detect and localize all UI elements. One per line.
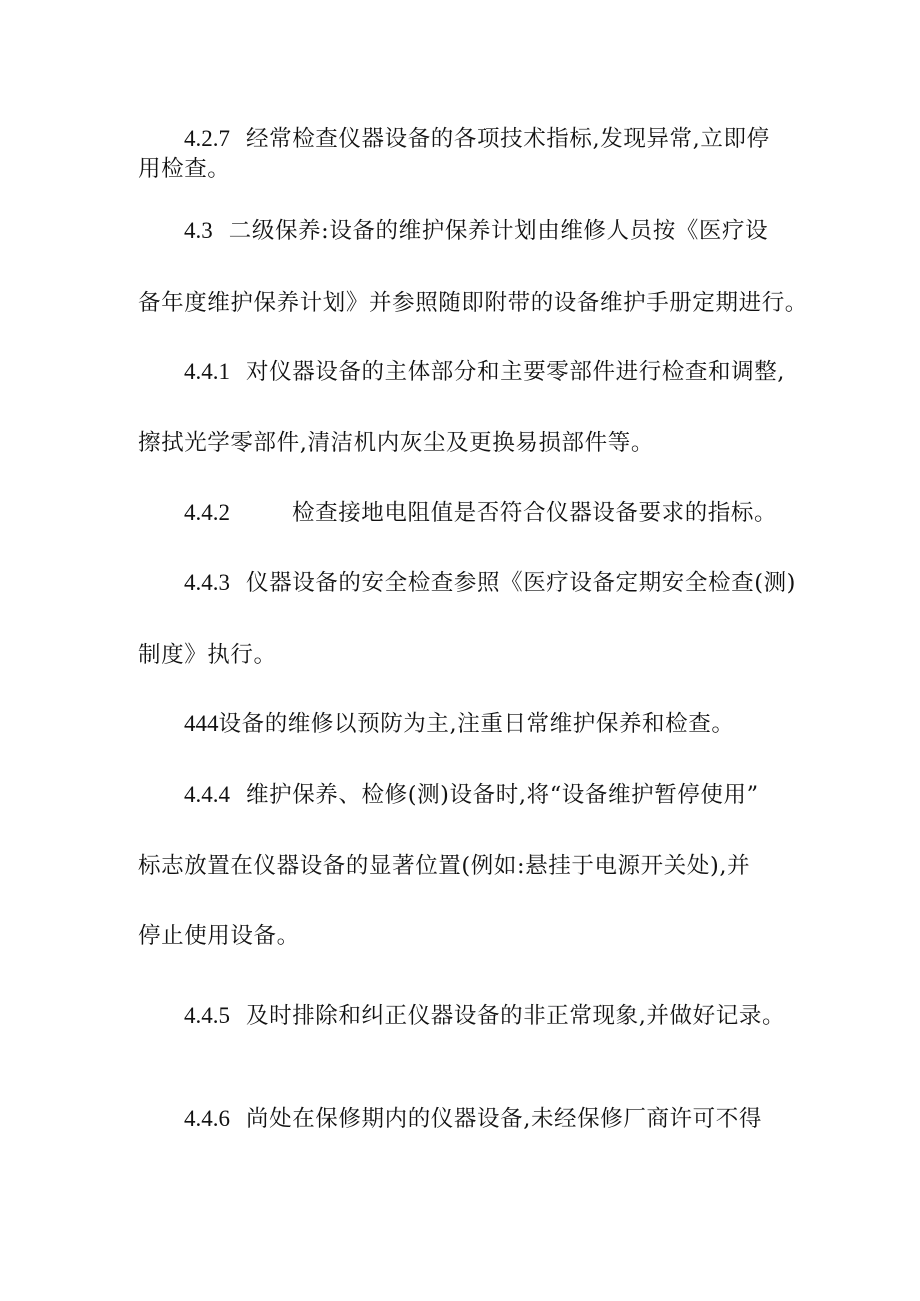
paragraph-4-4-5-line-1: [184, 1001, 834, 1031]
paragraph-text: 用检查。: [138, 156, 231, 182]
paragraph-text: 仪器设备的安全检查参照《医疗设备定期安全检查(测): [246, 570, 797, 596]
section-number: 4.4.5: [184, 1003, 230, 1028]
section-number: 4.4.4: [184, 782, 230, 807]
paragraph-text: 二级保养:设备的维护保养计划由维修人员按《医疗设: [228, 218, 769, 244]
paragraph-text: 维护保养、检修(测)设备时,将“设备维护暂停使用”: [246, 782, 759, 808]
paragraph-4-4-4-line-3: [138, 921, 788, 951]
paragraph-4-4-2-line-1: [184, 498, 834, 528]
paragraph-text: 检查接地电阻值是否符合仪器设备要求的指标。: [292, 500, 778, 526]
section-number: 4.4.3: [184, 570, 230, 595]
paragraph-text: 设备的维修以预防为主,注重日常维护保养和检查。: [218, 711, 735, 737]
paragraph-4-3-line-2: [138, 288, 808, 318]
section-number: 4.2.7: [184, 126, 230, 151]
paragraph-text: 尚处在保修期内的仪器设备,未经保修厂商许可不得: [246, 1106, 762, 1132]
section-number: 4.4.2: [184, 500, 230, 525]
paragraph-4-4-1-line-2: [138, 428, 788, 458]
paragraph-4-4-4-line-2: [138, 851, 788, 881]
paragraph-4-4-3-line-1: [184, 568, 834, 598]
paragraph-4-3-line-1: [184, 216, 834, 246]
paragraph-text: 对仪器设备的主体部分和主要零部件进行检查和调整,: [246, 359, 786, 385]
paragraph-444-line-1: [184, 709, 834, 739]
paragraph-4-2-7-line-1: [184, 124, 834, 154]
paragraph-text: 及时排除和纠正仪器设备的非正常现象,并做好记录。: [246, 1003, 786, 1029]
paragraph-text: 停止使用设备。: [138, 923, 300, 949]
paragraph-text: 经常检查仪器设备的各项技术指标,发现异常,立即停: [246, 126, 770, 152]
paragraph-4-4-3-line-2: [138, 640, 788, 670]
paragraph-text: 制度》执行。: [138, 642, 277, 668]
paragraph-text: 擦拭光学零部件,清洁机内灰尘及更换易损部件等。: [138, 430, 654, 456]
paragraph-text: 标志放置在仪器设备的显著位置(例如:悬挂于电源开关处),并: [138, 853, 751, 879]
paragraph-4-4-4-line-1: [184, 780, 834, 810]
paragraph-4-4-6-line-1: [184, 1104, 834, 1134]
paragraph-4-2-7-line-2: [138, 154, 788, 184]
section-number: 444: [184, 711, 219, 736]
section-number: 4.3: [184, 218, 213, 243]
section-number: 4.4.6: [184, 1106, 230, 1131]
section-number: 4.4.1: [184, 359, 230, 384]
paragraph-4-4-1-line-1: [184, 357, 834, 387]
paragraph-text: 备年度维护保养计划》并参照随即附带的设备维护手册定期进行。: [138, 290, 808, 316]
